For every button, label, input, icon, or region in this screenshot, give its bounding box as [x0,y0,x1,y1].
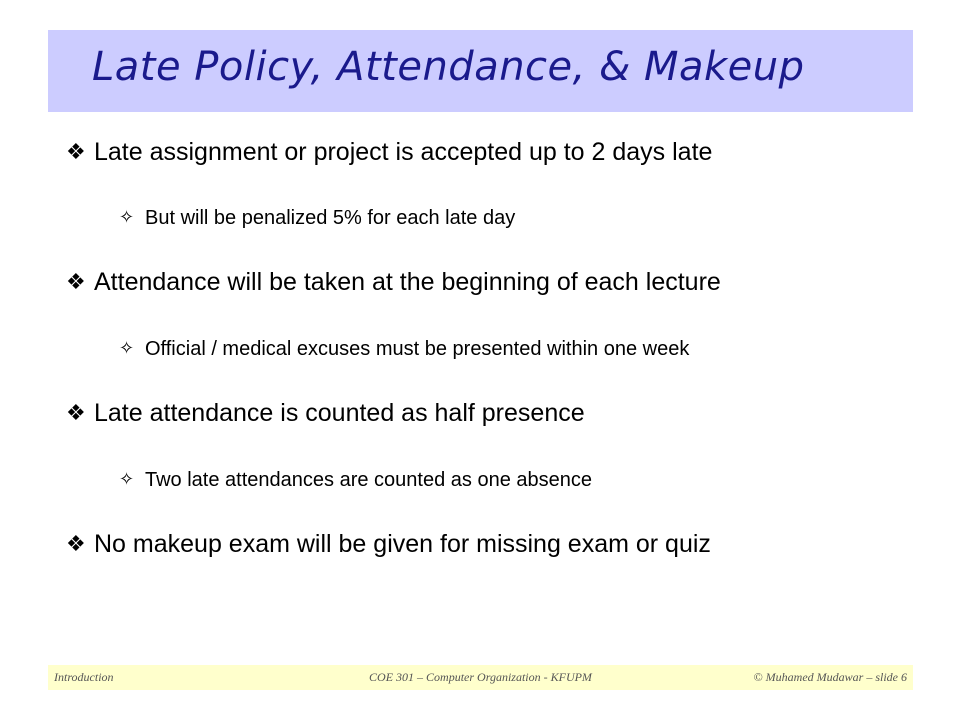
bullet-text: Late assignment or project is accepted up to 2 days late [94,138,713,166]
four-diamond-bullet-icon: ❖ [66,401,86,426]
slide-footer [48,665,913,690]
sub-bullet-text: But will be penalized 5% for each late day [145,207,516,229]
footer-section-label: Introduction [54,670,114,684]
four-diamond-bullet-icon: ❖ [66,140,86,165]
sub-bullet-text: Official / medical excuses must be presented within one week [145,338,690,360]
sub-bullet-item-penalty [119,207,515,230]
title-band [48,30,913,112]
bullet-item-attendance [66,268,721,297]
slide-title: Late Policy, Attendance, & Makeup [92,44,805,90]
four-diamond-bullet-icon: ❖ [66,532,86,557]
four-point-star-bullet-icon: ✧ [119,207,135,228]
four-point-star-bullet-icon: ✧ [119,338,135,359]
footer-slide-number: © Muhamed Mudawar – slide 6 [753,670,907,684]
sub-bullet-item-absence [119,469,592,492]
bullet-text: Attendance will be taken at the beginning of each lecture [94,268,721,296]
bullet-text: No makeup exam will be given for missing exam or quiz [94,530,711,558]
bullet-item-late-attendance [66,399,585,428]
bullet-text: Late attendance is counted as half presence [94,399,585,427]
four-point-star-bullet-icon: ✧ [119,469,135,490]
footer-course-label: COE 301 – Computer Organization - KFUPM [369,670,592,684]
sub-bullet-text: Two late attendances are counted as one absence [145,469,592,491]
bullet-item-no-makeup [66,530,711,559]
bullet-item-late-assignment [66,138,712,167]
four-diamond-bullet-icon: ❖ [66,270,86,295]
sub-bullet-item-excuses [119,338,689,361]
